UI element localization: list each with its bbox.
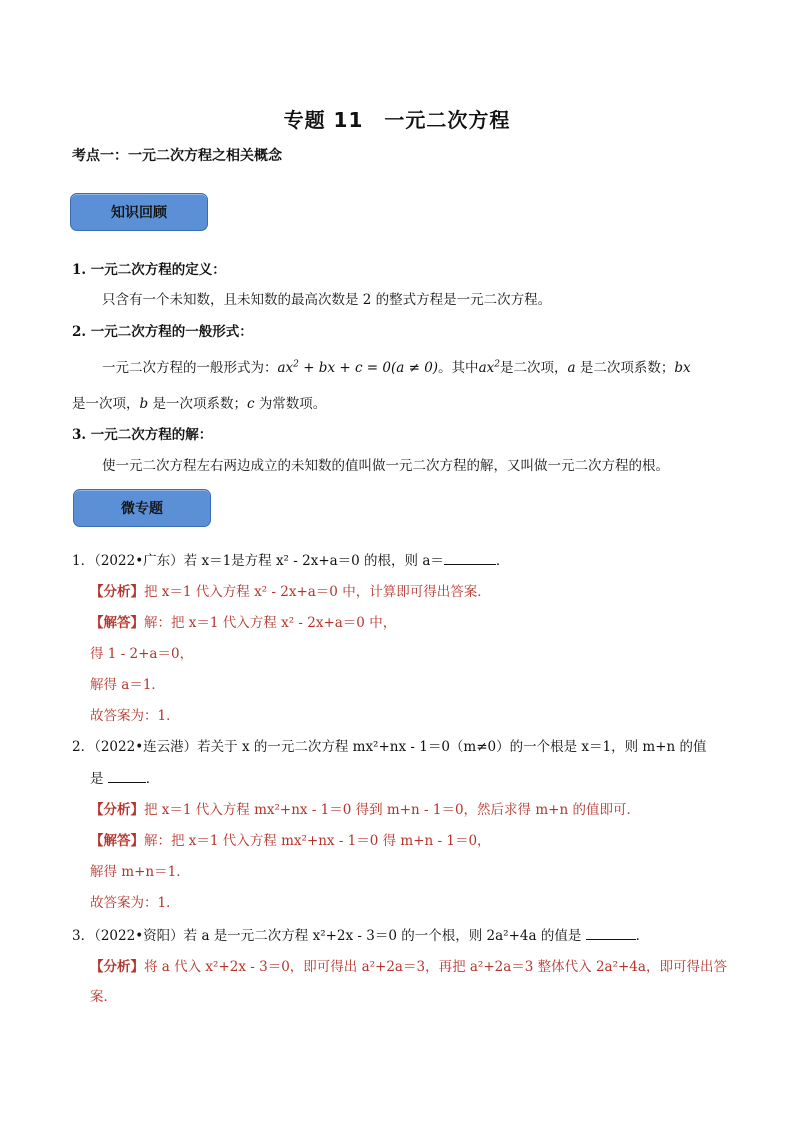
question-3-analysis: 【分析】将 a 代入 x²+2x - 3＝0，即可得出 a²+2a＝3，再把 a²+2a＝3 整体代入 2a²+4a，即可得出答 [90, 959, 727, 975]
micro-topic-badge [73, 489, 211, 527]
question-2-answer: 故答案为：1． [90, 895, 180, 911]
question-2-stem-cont: 是 ． [90, 768, 159, 789]
answer-blank [108, 768, 146, 783]
answer-blank [444, 550, 496, 565]
review-body-3: 使一元二次方程左右两边成立的未知数的值叫做一元二次方程的解，又叫做一元二次方程的根。 [102, 458, 669, 474]
question-1-answer: 故答案为：1． [90, 708, 180, 724]
question-3-stem: 3．（2022•资阳）若 a 是一元二次方程 x²+2x - 3＝0 的一个根，则 2a²+4a 的值是 ． [72, 925, 649, 946]
review-heading-3: 3. 一元二次方程的解： [72, 427, 213, 443]
micro-topic-label: 微专题 [121, 501, 163, 517]
review-heading-1: 1. 一元二次方程的定义： [72, 262, 226, 278]
review-body-2: 一元二次方程的一般形式为：$ax^2$ + bx + c = 0(a ≠ 0)。其中$ax^2$是二次项，a 是二次项系数；bx [102, 359, 691, 376]
question-3-analysis-cont: 案． [90, 989, 117, 1005]
question-1-step-2: 解得 a＝1． [90, 677, 165, 693]
answer-blank [586, 925, 636, 940]
question-2-analysis: 【分析】把 x＝1 代入方程 mx²+nx - 1＝0 得到 m+n - 1＝0，然后求得 m+n 的值即可． [90, 802, 640, 818]
review-body-2b: 是一次项，b 是一次项系数；c 为常数项。 [72, 396, 327, 412]
general-form-formula: $ax^2$ + bx + c = 0(a ≠ 0) [277, 359, 439, 376]
review-body-1: 只含有一个未知数，且未知数的最高次数是 2 的整式方程是一元二次方程。 [102, 292, 552, 308]
question-2-stem: 2．（2022•连云港）若关于 x 的一元二次方程 mx²+nx - 1＝0（m≠0）的一个根是 x＝1，则 m+n 的值 [72, 739, 707, 755]
review-heading-2: 2. 一元二次方程的一般形式： [72, 324, 253, 340]
knowledge-review-badge [70, 193, 208, 231]
question-1-analysis: 【分析】把 x＝1 代入方程 x² - 2x+a＝0 中，计算即可得出答案． [90, 584, 491, 600]
question-1-solution: 【解答】解：把 x＝1 代入方程 x² - 2x+a＝0 中， [90, 615, 397, 631]
knowledge-review-label: 知识回顾 [111, 205, 167, 221]
page-title: 专题 11 一元二次方程 [283, 108, 511, 132]
question-1-step-1: 得 1 - 2+a＝0， [90, 646, 194, 662]
question-1-stem: 1．（2022•广东）若 x＝1是方程 x² - 2x+a＝0 的根，则 a＝ ． [72, 550, 509, 571]
question-2-solution: 【解答】解：把 x＝1 代入方程 mx²+nx - 1＝0 得 m+n - 1＝0， [90, 833, 491, 849]
question-2-step-1: 解得 m+n＝1． [90, 864, 190, 880]
section-heading: 考点一：一元二次方程之相关概念 [72, 148, 282, 164]
